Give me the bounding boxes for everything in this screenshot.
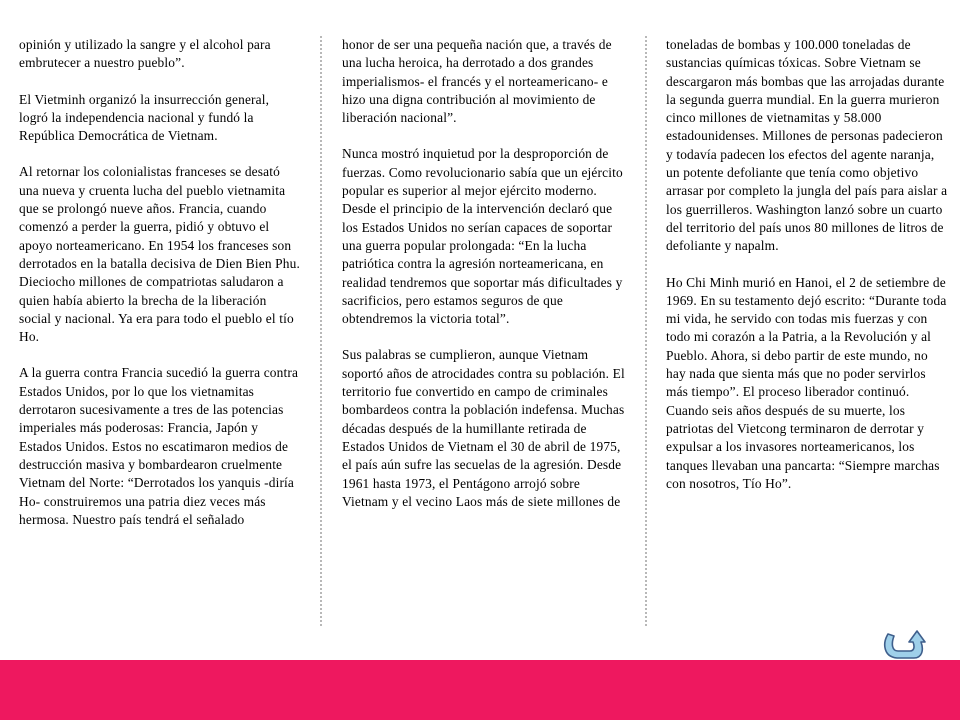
back-button[interactable] (878, 628, 928, 664)
paragraph: toneladas de bombas y 100.000 toneladas de sustancias químicas tóxicas. Sobre Vietnam se descargaron más bombas que las arrojadas durante la segunda guerra mundial. En la guerra murieron cinco millones de vietnamitas y 58.000 estadounidenses. Millones de personas padecieron y todavía padecen los efectos del agente naranja, un potente defoliante que tenía como objetivo arrasar por completo la jungla del país para aislar a los guerrilleros. Washington lanzó sobre un cuarto del territorio del país unos 80 millones de litros de defoliante y napalm. (666, 37, 948, 254)
column-divider (645, 36, 647, 626)
paragraph: Sus palabras se cumplieron, aunque Vietnam soportó años de atrocidades contra su población. El territorio fue convertido en campo de criminales bombardeos contra la población indefensa. Muchas décadas después de la humillante retirada de Estados Unidos de Vietnam el 30 de abril de 1975, el país aún sufre las secuelas de la agresión. Desde 1961 hasta 1973, el Pentágono arrojó sobre Vietnam y el vecino Laos más de siete millones de (342, 347, 625, 509)
paragraph: honor de ser una pequeña nación que, a través de una lucha heroica, ha derrotado a dos grandes imperialismos- el francés y el norteamericano- e hizo una digna contribución al movimiento de liberación nacional”. (342, 37, 612, 126)
paragraph: Al retornar los colonialistas franceses se desató una nueva y cruenta lucha del pueblo vietnamita que se prolongó nueve años. Francia, cuando comenzó a perder la guerra, pidió y obtuvo el apoyo norteamericano. En 1954 los franceses son derrotados en la batalla decisiva de Dien Bien Phu. Dieciocho millones de compatriotas saludaron a quien había abierto la brecha de la liberación social y nacional. Ya era para todo el pueblo el tío Ho. (19, 164, 300, 345)
paragraph: El Vietminh organizó la insurrección general, logró la independencia nacional y fundó la República Democrática de Vietnam. (19, 91, 270, 144)
footer-bar (0, 660, 960, 720)
paragraph: opinión y utilizado la sangre y el alcohol para embrutecer a nuestro pueblo”. (19, 37, 271, 71)
text-column-1 (19, 36, 301, 547)
curved-return-arrow-icon (878, 628, 928, 664)
text-column-2 (342, 36, 628, 529)
paragraph: A la guerra contra Francia sucedió la guerra contra Estados Unidos, por lo que los vietnamitas derrotaron sucesivamente a tres de las potencias imperiales más poderosas: Francia, Japón y Estados Unidos. Estos no escatimaron medios de destrucción masiva y bombardearon cruelmente Vietnam del Norte: “Derrotados los yanquis -diría Ho- construiremos una patria diez veces más hermosa. Nuestro país tendrá el señalado (19, 365, 299, 527)
text-column-3 (666, 36, 949, 511)
paragraph: Ho Chi Minh murió en Hanoi, el 2 de setiembre de 1969. En su testamento dejó escrito: “Durante toda mi vida, he servido con todas mis fuerzas y con todo mi corazón a la Patria, a la Revolución y al Pueblo. Ahora, si debo partir de este mundo, no hay nada que sienta más que no poder servirlos más tiempo”. El proceso liberador continuó. Cuando seis años después de su muerte, los patriotas del Vietcong terminaron de derrotar y expulsar a los invasores norteamericanos, los tanques llevaban una pancarta: “Siempre marchas con nosotros, Tío Ho”. (666, 274, 947, 491)
column-divider (320, 36, 322, 626)
paragraph: Nunca mostró inquietud por la desproporción de fuerzas. Como revolucionario sabía que un ejército popular es superior al mejor ejército moderno. Desde el principio de la intervención declaró que los Estados Unidos no serían capaces de soportar una guerra popular prolongada: “En la lucha patriótica contra la agresión norteamericana, en realidad tendremos que soportar más dificultades y sacrificios, pero estamos seguros de que obtendremos la victoria total”. (342, 146, 623, 327)
